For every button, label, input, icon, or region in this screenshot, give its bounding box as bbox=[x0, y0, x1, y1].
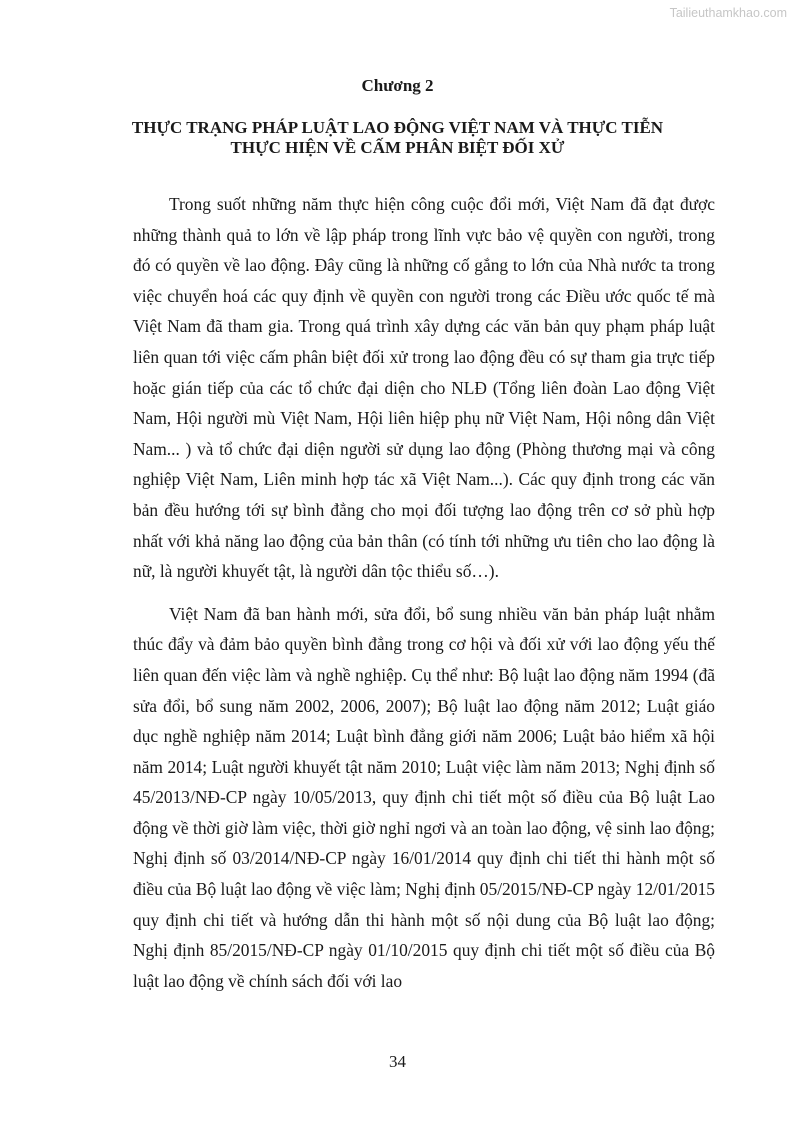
body-text bbox=[133, 189, 715, 1008]
paragraph-1: Trong suốt những năm thực hiện công cuộc đổi mới, Việt Nam đã đạt được những thành quả to lớn về lập pháp trong lĩnh vực bảo vệ quyền con người, trong đó có quyền về lao động. Đây cũng là những cố gắng to lớn của Nhà nước ta trong việc chuyển hoá các quy định về quyền con người trong các Điều ước quốc tế mà Việt Nam đã tham gia. Trong quá trình xây dựng các văn bản quy phạm pháp luật liên quan tới việc cấm phân biệt đối xử trong lao động đều có sự tham gia trực tiếp hoặc gián tiếp của các tổ chức đại diện cho NLĐ (Tổng liên đoàn Lao động Việt Nam, Hội người mù Việt Nam, Hội liên hiệp phụ nữ Việt Nam, Hội nông dân Việt Nam... ) và tổ chức đại diện người sử dụng lao động (Phòng thương mại và công nghiệp Việt Nam, Liên minh hợp tác xã Việt Nam...). Các quy định trong các văn bản đều hướng tới sự bình đẳng cho mọi đối tượng lao động trên cơ sở phù hợp nhất với khả năng lao động của bản thân (có tính tới những ưu tiên cho lao động là nữ, là người khuyết tật, là người dân tộc thiểu số…). bbox=[133, 194, 715, 582]
watermark: Tailieuthamkhao.com bbox=[669, 6, 787, 20]
page-number: 34 bbox=[389, 1052, 406, 1071]
chapter-title-line-2: THỰC HIỆN VỀ CẤM PHÂN BIỆT ĐỐI XỬ bbox=[230, 138, 565, 157]
paragraph-2: Việt Nam đã ban hành mới, sửa đổi, bổ sung nhiều văn bản pháp luật nhằm thúc đẩy và đảm bảo quyền bình đẳng trong cơ hội và đối xử với lao động yếu thế liên quan đến việc làm và nghề nghiệp. Cụ thể như: Bộ luật lao động năm 1994 (đã sửa đổi, bổ sung năm 2002, 2006, 2007); Bộ luật lao động năm 2012; Luật giáo dục nghề nghiệp năm 2014; Luật bình đẳng giới năm 2006; Luật bảo hiểm xã hội năm 2014; Luật người khuyết tật năm 2010; Luật việc làm năm 2013; Nghị định số 45/2013/NĐ-CP ngày 10/05/2013, quy định chi tiết một số điều của Bộ luật Lao động về thời giờ làm việc, thời giờ nghỉ ngơi và an toàn lao động, vệ sinh lao động; Nghị định số 03/2014/NĐ-CP ngày 16/01/2014 quy định chi tiết thi hành một số điều của Bộ luật lao động về việc làm; Nghị định 05/2015/NĐ-CP ngày 12/01/2015 quy định chi tiết và hướng dẫn thi hành một số nội dung của Bộ luật lao động; Nghị định 85/2015/NĐ-CP ngày 01/10/2015 quy định chi tiết một số điều của Bộ luật lao động về chính sách đối với lao bbox=[133, 603, 715, 991]
chapter-heading: Chương 2 bbox=[361, 76, 434, 95]
chapter-title bbox=[120, 118, 675, 158]
chapter-title-line-1: THỰC TRẠNG PHÁP LUẬT LAO ĐỘNG VIỆT NAM VÀ THỰC TIỄN bbox=[131, 118, 664, 137]
